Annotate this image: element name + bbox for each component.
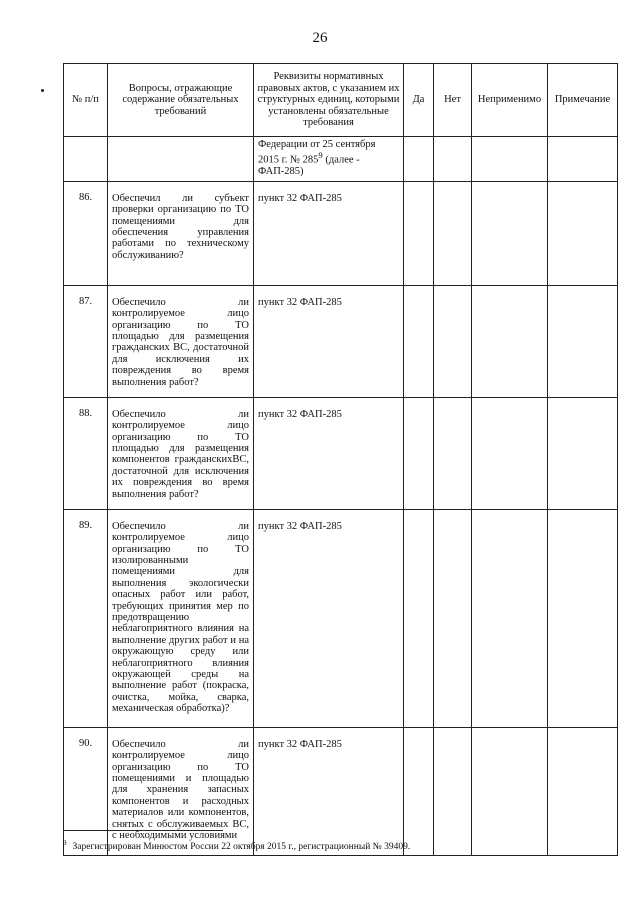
header-note: Примечание (548, 64, 618, 137)
header-question: Вопросы, отражающие содержание обязательных требований (108, 64, 254, 137)
table-row (64, 285, 618, 397)
row-reference: пункт 32 ФАП-285 (254, 397, 404, 509)
table-row (64, 181, 618, 285)
row-number: 89. (64, 509, 108, 727)
row-question: Обеспечило ли контролируемое лицо организацию по ТО помещениями и площадью для хранения запасных компонентов и расходных материалов или компонентов, снятых с обслуживаемых ВС, с необходимыми условиями (108, 727, 254, 855)
footnote (63, 837, 603, 853)
cell-no[interactable] (434, 181, 472, 285)
footnote-marker: 9 (63, 839, 67, 847)
row-number: 88. (64, 397, 108, 509)
header-yes: Да (404, 64, 434, 137)
cell-no[interactable] (434, 397, 472, 509)
row-number: 90. (64, 727, 108, 855)
row-number: 86. (64, 181, 108, 285)
cell-no[interactable] (434, 509, 472, 727)
cell-yes[interactable] (404, 509, 434, 727)
header-na: Неприменимо (472, 64, 548, 137)
table-row (64, 509, 618, 727)
cell-note[interactable] (548, 509, 618, 727)
row-number: 87. (64, 285, 108, 397)
table-header-row (64, 64, 618, 137)
row-reference: пункт 32 ФАП-285 (254, 727, 404, 855)
footnote-divider (63, 830, 223, 831)
row-reference: пункт 32 ФАП-285 (254, 509, 404, 727)
cell-note[interactable] (548, 397, 618, 509)
row-question: Обеспечило ли контролируемое лицо организацию по ТО площадью для размещения компонентов гражданскихВС, достаточной для исключения их повреждения во время выполнения работ? (108, 397, 254, 509)
row-question: Обеспечил ли субъект проверки организацию по ТО помещениями для обеспечения управления работами по техническому обслуживанию? (108, 181, 254, 285)
table-row (64, 397, 618, 509)
header-num: № п/п (64, 64, 108, 137)
row-question: Обеспечило ли контролируемое лицо организацию по ТО изолированными помещениями для выполнения экологически опасных работ или работ, требующих принятия мер по предотвращению неблагоприятного влияния на выполнение других работ и на окружающую среду или неблагоприятного влияния окружающей среды на выполнение работ (покраска, очистка, мойка, сварка, механическая обработка)? (108, 509, 254, 727)
row-reference: пункт 32 ФАП-285 (254, 285, 404, 397)
margin-dot (41, 89, 44, 92)
page-number: 26 (312, 30, 328, 46)
row-reference: пункт 32 ФАП-285 (254, 181, 404, 285)
header-reference: Реквизиты нормативных правовых актов, с указанием их структурных единиц, которыми установлены обязательные требования (254, 64, 404, 137)
cell-yes[interactable] (404, 285, 434, 397)
continuation-reference: Федерации от 25 сентября 2015 г. № $285^9$ (далее - ФАП-285) (254, 137, 404, 182)
cell-na[interactable] (472, 509, 548, 727)
footnote-text: Зарегистрирован Минюстом России 22 октября 2015 г., регистрационный № 39409. (72, 842, 411, 853)
cell-na[interactable] (472, 285, 548, 397)
cell-na[interactable] (472, 397, 548, 509)
cell-no[interactable] (434, 285, 472, 397)
cell-note[interactable] (548, 285, 618, 397)
header-no: Нет (434, 64, 472, 137)
cell-yes[interactable] (404, 397, 434, 509)
checklist-table (63, 63, 618, 856)
continuation-row (64, 137, 618, 182)
row-question: Обеспечило ли контролируемое лицо организацию по ТО площадью для размещения гражданских ВС, достаточной для исключения их повреждения во время выполнения работ? (108, 285, 254, 397)
cell-na[interactable] (472, 181, 548, 285)
cell-yes[interactable] (404, 181, 434, 285)
cell-note[interactable] (548, 181, 618, 285)
